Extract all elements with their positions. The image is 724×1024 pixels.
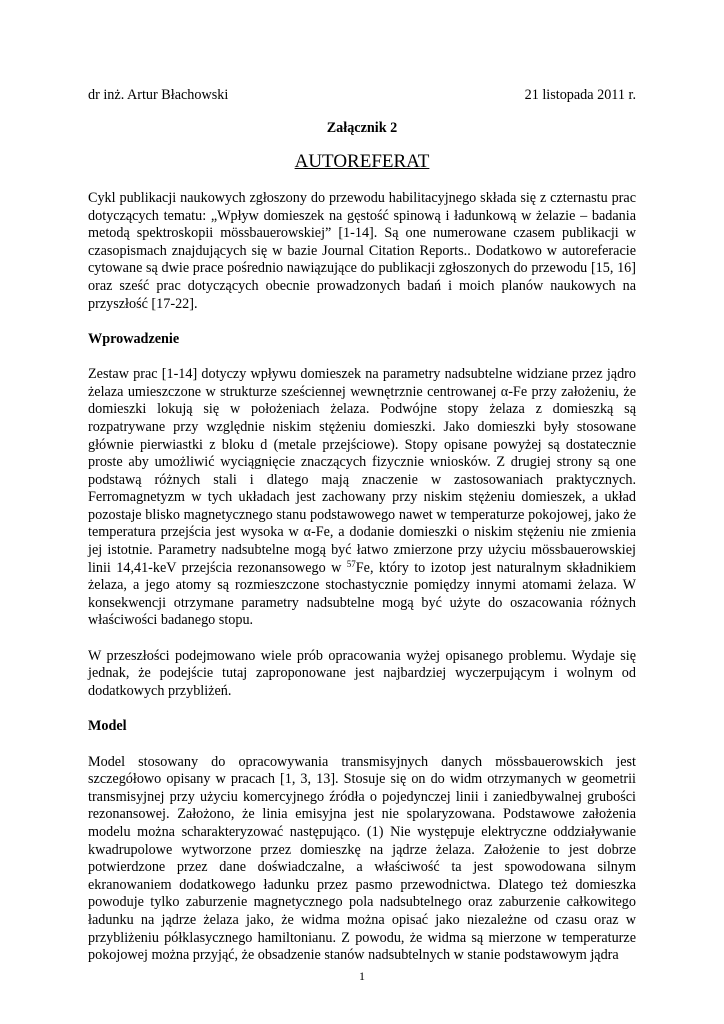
document-header	[88, 87, 636, 105]
annex-label: Załącznik 2	[326, 120, 398, 136]
introduction-paragraph-1	[88, 366, 636, 630]
document-date: 21 listopada 2011 r.	[524, 87, 636, 103]
introduction-paragraph-2: W przeszłości podejmowano wiele prób opracowania wyżej opisanego problemu. Wydaje się jednak, że podejście tutaj zaproponowane jest najbardziej wyczerpującym i wolnym od dodatkowych przybliżeń.	[88, 647, 636, 700]
introduction-paragraph-1-text-a: Zestaw prac [1-14] dotyczy wpływu domieszek na parametry nadsubtelne widziane przez jądro żelaza umieszczone w strukturze sześciennej wewnętrznie centrowanej α-Fe przy założeniu, że domieszki lokują się w położeniach żelaza. Podwójne stopy żelaza z domieszką są rozpatrywane przy względnie niskim stężeniu domieszki. Jako domieszki były stosowane głównie pierwiastki z bloku d (metale przejściowe). Stopy opisane powyżej są dostatecznie proste aby umożliwić wyciągnięcie znaczących fizycznie wniosków. Z drugiej strony są one podstawą różnych stali i dlatego mają znaczenie w zastosowaniach praktycznych. Ferromagnetyzm w tych układach jest zachowany przy niskim stężeniu domieszek, a układ pozostaje blisko magnetycznego stanu podstawowego nawet w temperaturze pokojowej, jako że temperatura przejścia jest wysoka w α-Fe, a dodanie domieszki o niskim stężeniu nie zmienia jej istotnie. Parametry nadsubtelne mogą być łatwo zmierzone przy użyciu mössbauerowskiej linii 14,41-keV przejścia rezonansowego w	[88, 366, 636, 576]
document-title: AUTOREFERAT	[294, 151, 430, 172]
model-paragraph-1: Model stosowany do opracowywania transmisyjnych danych mössbauerowskich jest szczegółowo opisany w pracach [1, 3, 13]. Stosuje się on do widm otrzymanych w geometrii transmisyjnej przy użyciu komercyjnego źródła o pojedynczej linii i zaniedbywalnej grubości rezonansowej. Założono, że linia emisyjna jest nie spolaryzowana. Podstawowe założenia modelu można scharakteryzować następująco. (1) Nie występuje elektryczne oddziaływanie kwadrupolowe wytworzone przez domieszkę na jądrze żelaza. Założenie to jest dobrze potwierdzone przez dane doświadczalne, a właściwość ta jest spowodowana silnym ekranowaniem dodatkowego ładunku przez pasmo przewodnictwa. Dlatego też domieszka powoduje tylko zaburzenie magnetycznego pola nadsubtelnego oraz zaburzenie całkowitego ładunku na jądrze żelaza jako, że widma można opisać jako niezależne od czasu oraz w przybliżeniu półklasycznego hamiltonianu. Z powodu, że widma są mierzone w temperaturze pokojowej można przyjąć, że obsadzenie stanów nadsubtelnych w stanie podstawowym jądra	[88, 753, 636, 964]
section-heading-model: Model	[88, 718, 127, 735]
page-number: 1	[359, 969, 365, 983]
isotope-mass-number: 57	[346, 558, 356, 569]
author-name: dr inż. Artur Błachowski	[88, 87, 229, 103]
document-body	[88, 190, 636, 983]
intro-paragraph: Cykl publikacji naukowych zgłoszony do przewodu habilitacyjnego składa się z czternastu prac dotyczących tematu: „Wpływ domieszek na gęstość spinową i ładunkową w żelazie – badania metodą spektroskopii mössbauerowskiej” [1-14]. Są one numerowane czasem publikacji w czasopismach znajdujących się w bazie Journal Citation Reports.. Dodatkowo w autoreferacie cytowane są dwie prace pośrednio nawiązujące do publikacji zgłoszonych do przewodu [15, 16] oraz sześć prac dotyczących obecnie prowadzonych badań i moich planów naukowych na przyszłość [17-22].	[88, 190, 636, 312]
introduction-paragraph-1-text-b: Fe, który to izotop jest naturalnym składnikiem żelaza, a jego atomy są rozmieszczone stochastycznie pomiędzy innymi atomami żelaza. W konsekwencji otrzymane parametry nadsubtelne mogą być użyte do oszacowania różnych właściwości badanego stopu.	[88, 559, 636, 629]
section-heading-introduction: Wprowadzenie	[88, 330, 180, 347]
